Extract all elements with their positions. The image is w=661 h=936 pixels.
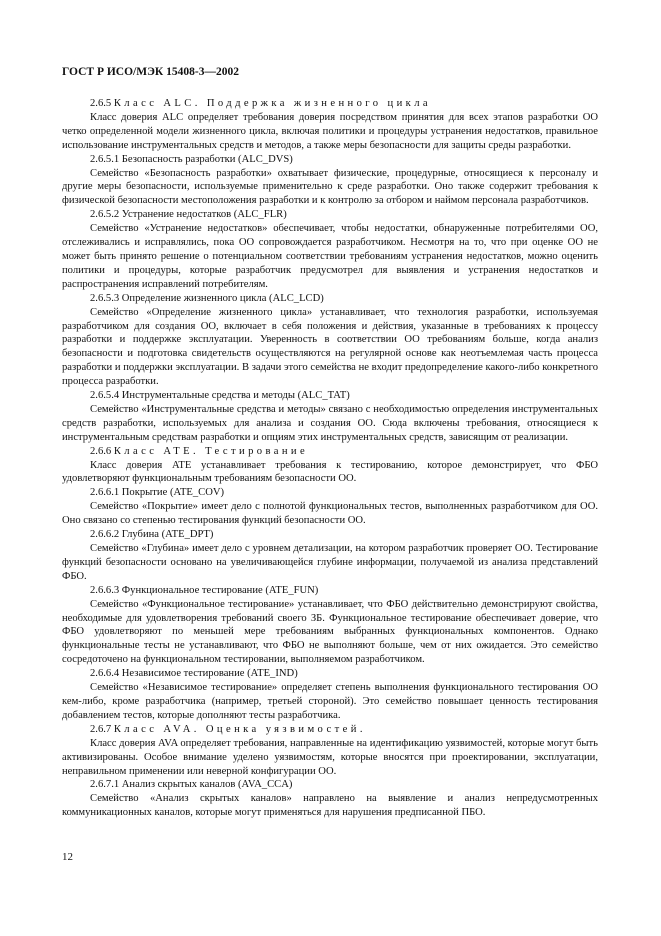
section-number: 2.6.6 — [90, 445, 114, 457]
section-number: 2.6.5 — [90, 98, 114, 109]
paragraph: Класс доверия AVA определяет требования, направленные на идентификацию уязвимостей, которые могут быть активизированы. Особое внимание уделено уязвимостям, которые вносятся при проектировании, эксплуатации, неправильном применении или неверной конфигурации ОО. — [62, 737, 598, 777]
paragraph: Семейство «Функциональное тестирование» устанавливает, что ФБО действительно демонстрируют свойства, необходимые для удовлетворения требований своего ЗБ. Функциональное тестирование обеспечивает доверие, что ФБО удовлетворяют по меньшей мере требованиям выбранных функциональных компонентов. Однако функциональные тесты не устанавливают, что ФБО не выполняют больше, чем от них ожидается. Это семейство сосредоточено на функциональном тестировании, выполняемом разработчиком. — [62, 598, 598, 666]
paragraph: Семейство «Инструментальные средства и методы» связано с необходимостью определения инструментальных средств разработки, используемых для анализа и создания ОО. Сюда включены требования, относящиеся к инструментальным средствам разработки и опциям этих инструментальных средств, зависящим от реализации. — [62, 403, 598, 443]
paragraph: Семейство «Анализ скрытых каналов» направлено на выявление и анализ непредусмотренных коммуникационных каналов, которые могут применяться для нарушения предписанной ПБО. — [62, 793, 598, 819]
section-number: 2.6.7 — [90, 723, 114, 735]
section-heading — [62, 97, 598, 111]
subsection-heading: 2.6.6.4 Независимое тестирование (ATE_IND) — [90, 668, 298, 680]
document-body — [62, 97, 598, 820]
paragraph: Семейство «Определение жизненного цикла» устанавливает, что технология разработки, используемая разработчиком для создания ОО, включает в себя положения и действия, указанные в требованиях к процессу разработки и поддержке эксплуатации. Уверенность в соответствии ОО требованиям больше, когда анализ безопасности и подготовка свидетельств осуществляются на регулярной основе как неотъемлемая часть процесса разработки и поддержки эксплуатации. В задачи этого семейства не входит предопределение какого-либо конкретного процесса разработки. — [62, 306, 598, 388]
section-heading — [62, 445, 598, 459]
paragraph: Семейство «Независимое тестирование» определяет степень выполнения функционального тестирования ОО кем-либо, кроме разработчика (например, третьей стороной). Это семейство повышает ценность тестирования добавлением тестов, которые дополняют тесты разработчика. — [62, 682, 598, 721]
subsection-heading: 2.6.7.1 Анализ скрытых каналов (AVA_CCA) — [90, 779, 293, 791]
subsection-heading: 2.6.5.1 Безопасность разработки (ALC_DVS) — [90, 153, 293, 165]
paragraph: Семейство «Покрытие» имеет дело с полнотой функциональных тестов, выполненных разработчиком для ОО. Оно связано со степенью тестирования функций безопасности ОО. — [62, 501, 598, 527]
subsection-heading: 2.6.6.1 Покрытие (ATE_COV) — [90, 487, 225, 499]
subsection-heading: 2.6.5.3 Определение жизненного цикла (ALC_LCD) — [90, 292, 324, 304]
paragraph: Класс доверия ALC определяет требования доверия посредством принятия для всех этапов разработки ОО четко определенной модели жизненного цикла, включая политики и процедуры устранения недостатков, правильное использование инструментальных средств и методов, а также меры безопасности для защиты среды разработки. — [62, 111, 598, 151]
subsection-heading: 2.6.6.2 Глубина (ATE_DPT) — [90, 529, 214, 541]
subsection-heading: 2.6.5.2 Устранение недостатков (ALC_FLR) — [90, 209, 287, 221]
subsection-heading: 2.6.5.4 Инструментальные средства и методы (ALC_TAT) — [90, 390, 350, 402]
paragraph: Семейство «Устранение недостатков» обеспечивает, чтобы недостатки, обнаруженные потребителями ОО, отслеживались и исправлялись, пока ОО сопровождается разработчиком. Несмотря на то, что при оценке ОО не может быть принято решение о потенциальном соответствии требованиям устранения недостатков, можно оценить политики и процедуры, которые разработчик предусмотрел для выявления и устранения недостатков и распространения исправлений потребителям. — [62, 223, 598, 290]
section-title: Класс ATE. Тестирование — [113, 445, 309, 457]
section-title: Класс AVA. Оценка уязвимостей. — [113, 723, 366, 735]
section-title: Класс ALC. Поддержка жизненного цикла — [113, 98, 431, 109]
paragraph: Класс доверия ATE устанавливает требования к тестированию, которое демонстрирует, что ФБО удовлетворяют функциональным требованиям безопасности ОО. — [62, 459, 598, 485]
paragraph: Семейство «Глубина» имеет дело с уровнем детализации, на котором разработчик проверяет ОО. Тестирование функций безопасности основано на увеличивающейся глубине информации, получаемой из анализа представлений ФБО. — [62, 543, 598, 582]
document-header: ГОСТ Р ИСО/МЭК 15408-3—2002 — [62, 66, 239, 78]
paragraph: Семейство «Безопасность разработки» охватывает физические, процедурные, относящиеся к персоналу и другие меры безопасности, используемые применительно к среде разработки. Оно также содержит требования к физической безопасности местоположения разработки и к контролю за отбором и наймом персонала разработчиков. — [62, 167, 598, 207]
subsection-heading: 2.6.6.3 Функциональное тестирование (ATE_FUN) — [90, 584, 319, 596]
section-heading — [62, 723, 598, 737]
page-number: 12 — [62, 851, 73, 863]
